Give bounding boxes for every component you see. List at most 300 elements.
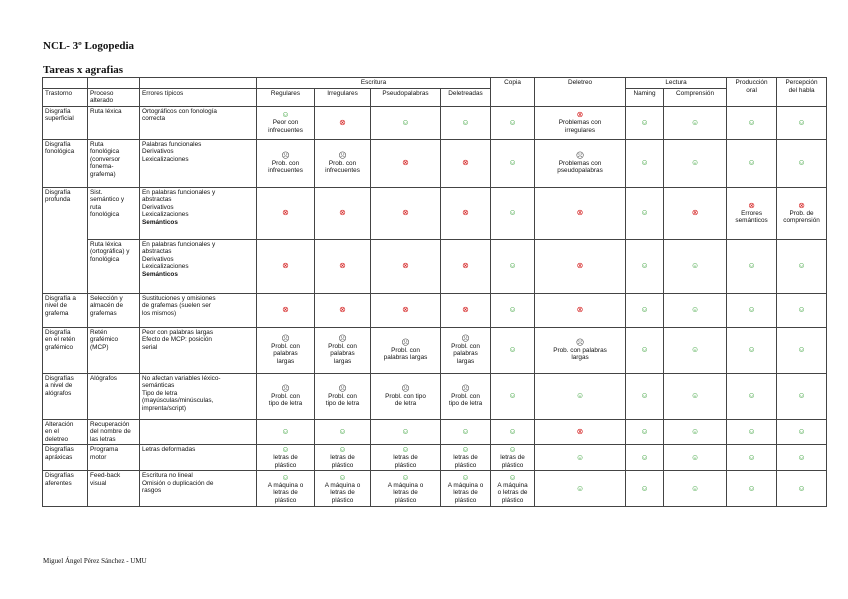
cell-errores bbox=[140, 106, 257, 139]
smile-icon: ☺ bbox=[461, 426, 470, 436]
cell-note-line: A máquina o bbox=[387, 481, 424, 489]
header-percepcion-line: Percepción bbox=[785, 79, 818, 86]
table-row bbox=[43, 373, 827, 419]
smile-icon: ☺ bbox=[690, 345, 700, 355]
cell-proceso-line: grafémico bbox=[90, 336, 119, 344]
cell-note-line: letras de bbox=[273, 489, 298, 497]
cell-proceso bbox=[88, 187, 140, 239]
cell-result bbox=[777, 327, 827, 373]
smile-icon: ☺ bbox=[747, 483, 756, 493]
smile-icon: ☺ bbox=[690, 452, 700, 462]
cell-result bbox=[315, 327, 371, 373]
cross-icon: ⊗ bbox=[576, 110, 584, 120]
cell-proceso-line: del nombre de bbox=[90, 428, 131, 436]
cell-errores-line: Ortográficos con fonología bbox=[142, 107, 217, 115]
cell-result bbox=[257, 445, 315, 471]
cell-errores-line: Lexicalizaciones bbox=[142, 263, 189, 271]
cross-icon: ⊗ bbox=[402, 158, 409, 168]
cell-result bbox=[664, 293, 727, 327]
smile-icon: ☺ bbox=[690, 261, 700, 271]
smile-icon: ☺ bbox=[747, 117, 756, 127]
cross-icon: ⊗ bbox=[462, 261, 469, 271]
cell-errores bbox=[140, 187, 257, 239]
cell-note-line: Probl. con bbox=[328, 392, 357, 400]
cell-result bbox=[727, 187, 777, 239]
cell-result bbox=[777, 373, 827, 419]
cell-note-line: A máquina bbox=[497, 481, 528, 489]
cell-proceso-line: (ortográfica) y bbox=[90, 248, 130, 256]
cell-proceso-line: Recuperación bbox=[90, 420, 130, 428]
cell-result bbox=[441, 327, 491, 373]
cell-result bbox=[535, 471, 626, 507]
cell-errores-line: de grafemas (suelen ser bbox=[142, 302, 211, 310]
header-produccion-line: Producción bbox=[735, 79, 768, 86]
header-copia: Copia bbox=[491, 78, 535, 107]
cell-errores-line: En palabras funcionales y bbox=[142, 188, 216, 196]
cell-proceso bbox=[88, 239, 140, 293]
cell-result bbox=[535, 419, 626, 445]
cell-result bbox=[441, 187, 491, 239]
cell-proceso bbox=[88, 471, 140, 507]
cell-result bbox=[257, 471, 315, 507]
cross-icon: ⊗ bbox=[402, 305, 409, 315]
cell-trastorno-line: grafémico bbox=[45, 343, 74, 351]
cell-result bbox=[777, 471, 827, 507]
cell-result bbox=[777, 139, 827, 187]
cell-result bbox=[257, 106, 315, 139]
cell-result bbox=[626, 419, 664, 445]
cell-errores-line: Tipo de letra bbox=[142, 389, 178, 397]
cell-result bbox=[257, 239, 315, 293]
cell-errores-line: Efecto de MCP: posición bbox=[142, 336, 212, 344]
header-irregulares: Irregulares bbox=[315, 88, 371, 106]
cell-trastorno-line: aferentes bbox=[45, 479, 72, 487]
table-row bbox=[43, 187, 827, 239]
cell-result bbox=[257, 419, 315, 445]
cell-note-line: letras de bbox=[500, 454, 525, 462]
smile-icon: ☺ bbox=[575, 452, 585, 462]
header-row bbox=[43, 88, 827, 106]
cell-errores-line: Peor con palabras largas bbox=[142, 328, 214, 336]
header-group-row bbox=[43, 78, 827, 89]
cell-result bbox=[315, 187, 371, 239]
cell-trastorno bbox=[43, 445, 88, 471]
cell-proceso-line: grafema) bbox=[90, 170, 116, 178]
cell-result bbox=[491, 139, 535, 187]
cell-result bbox=[441, 293, 491, 327]
cell-result bbox=[371, 106, 441, 139]
frown-icon: ☹ bbox=[461, 383, 470, 393]
cell-note-line: Problemas con bbox=[558, 159, 602, 167]
cell-note-line: letras de bbox=[453, 454, 478, 462]
cell-result bbox=[626, 187, 664, 239]
cross-icon: ⊗ bbox=[282, 261, 289, 271]
cell-result bbox=[491, 373, 535, 419]
smile-icon: ☺ bbox=[690, 117, 700, 127]
cross-icon: ⊗ bbox=[576, 261, 584, 271]
cell-errores-line: Derivativos bbox=[142, 148, 174, 156]
cell-note-line: largas bbox=[333, 357, 352, 365]
cross-icon: ⊗ bbox=[282, 305, 289, 315]
cell-note-line: plástico bbox=[331, 496, 354, 504]
table-row bbox=[43, 293, 827, 327]
cell-result bbox=[664, 471, 727, 507]
cell-trastorno bbox=[43, 187, 88, 293]
cell-trastorno-line: Disgrafía bbox=[45, 140, 71, 148]
cell-proceso-line: fonológica bbox=[90, 255, 120, 263]
cell-result bbox=[441, 419, 491, 445]
cell-note-line: plástico bbox=[274, 461, 297, 469]
cell-result bbox=[315, 139, 371, 187]
cell-result bbox=[777, 239, 827, 293]
cell-proceso-line: fonológica bbox=[90, 211, 120, 219]
table-row bbox=[43, 239, 827, 293]
cell-note-line: Probl. con bbox=[451, 342, 480, 350]
cell-errores-line: Derivativos bbox=[142, 203, 174, 211]
cell-trastorno bbox=[43, 293, 88, 327]
cell-trastorno bbox=[43, 327, 88, 373]
cell-note-line: Probl. con tipo bbox=[385, 392, 426, 400]
smile-icon: ☺ bbox=[797, 117, 806, 127]
cell-note-line: largas bbox=[456, 357, 475, 365]
cell-result bbox=[664, 139, 727, 187]
cell-result bbox=[371, 327, 441, 373]
header-regulares: Regulares bbox=[257, 88, 315, 106]
cell-proceso-line: (MCP) bbox=[90, 343, 109, 351]
cell-errores bbox=[140, 239, 257, 293]
cell-proceso-line: Ruta bbox=[90, 140, 104, 148]
cell-trastorno bbox=[43, 139, 88, 187]
cell-result bbox=[626, 106, 664, 139]
cell-result bbox=[371, 139, 441, 187]
cell-result bbox=[371, 445, 441, 471]
cell-trastorno-line: alógrafos bbox=[45, 389, 72, 397]
cross-icon: ⊗ bbox=[339, 261, 346, 271]
cell-note-line: infrecuentes bbox=[268, 167, 303, 175]
smile-icon: ☺ bbox=[747, 261, 756, 271]
cell-result bbox=[257, 327, 315, 373]
cell-result bbox=[727, 327, 777, 373]
cell-result bbox=[727, 139, 777, 187]
cell-result bbox=[315, 445, 371, 471]
cell-trastorno-line: fonológica bbox=[45, 148, 75, 156]
cell-proceso bbox=[88, 327, 140, 373]
cell-note-line: A máquina o bbox=[447, 481, 484, 489]
cell-result bbox=[535, 293, 626, 327]
smile-icon: ☺ bbox=[281, 110, 290, 120]
smile-icon: ☺ bbox=[797, 483, 806, 493]
cell-note-line: palabras bbox=[273, 350, 298, 358]
cell-note-line: palabras bbox=[453, 350, 478, 358]
cell-note-line: Probl. con bbox=[271, 392, 300, 400]
smile-icon: ☺ bbox=[401, 117, 410, 127]
cell-note-line: o letras de bbox=[497, 489, 528, 497]
cell-errores-line: (mayúsculas/minúsculas, bbox=[142, 397, 214, 405]
cell-result bbox=[491, 445, 535, 471]
smile-icon: ☺ bbox=[508, 261, 517, 271]
cell-result bbox=[626, 139, 664, 187]
cell-errores-line: Escritura no lineal bbox=[142, 472, 193, 480]
cell-errores-line: Lexicalizaciones bbox=[142, 211, 189, 219]
cell-note-line: letras de bbox=[393, 454, 418, 462]
smile-icon: ☺ bbox=[747, 345, 756, 355]
header-blank bbox=[140, 78, 257, 89]
table-row bbox=[43, 139, 827, 187]
cross-icon: ⊗ bbox=[462, 305, 469, 315]
cell-note-line: A máquina o bbox=[324, 481, 361, 489]
cell-trastorno-line: deletreo bbox=[45, 435, 69, 443]
cell-proceso-line: visual bbox=[90, 479, 107, 487]
smile-icon: ☺ bbox=[690, 426, 700, 436]
cell-proceso-line: Sist. bbox=[90, 188, 103, 196]
cell-errores bbox=[140, 373, 257, 419]
cell-errores bbox=[140, 293, 257, 327]
cell-errores-line: Omisión o duplicación de bbox=[142, 479, 214, 487]
smile-icon: ☺ bbox=[747, 305, 756, 315]
cell-result bbox=[664, 373, 727, 419]
smile-icon: ☺ bbox=[575, 483, 585, 493]
header-proceso-line: Proceso bbox=[90, 89, 114, 97]
frown-icon: ☹ bbox=[461, 333, 470, 343]
cell-note-line: letras de bbox=[330, 489, 355, 497]
cell-trastorno-line: en el bbox=[45, 428, 59, 436]
header-proceso-line: alterado bbox=[90, 97, 114, 105]
cross-icon: ⊗ bbox=[576, 426, 584, 436]
frown-icon: ☹ bbox=[575, 150, 585, 160]
cross-icon: ⊗ bbox=[798, 200, 805, 210]
cell-errores-line: correcta bbox=[142, 115, 166, 123]
table-row bbox=[43, 445, 827, 471]
cell-result bbox=[535, 373, 626, 419]
cell-note-line: Prob. de bbox=[789, 209, 814, 217]
cell-result bbox=[535, 139, 626, 187]
cell-proceso-line: (conversor bbox=[90, 155, 121, 163]
smile-icon: ☺ bbox=[797, 305, 806, 315]
cell-result bbox=[664, 327, 727, 373]
cell-proceso-line: fonema- bbox=[90, 163, 114, 171]
frown-icon: ☹ bbox=[338, 383, 347, 393]
cell-note-line: Probl. con bbox=[271, 342, 300, 350]
cell-errores-line: rasgos bbox=[142, 487, 162, 495]
cell-errores-line: Derivativos bbox=[142, 255, 174, 263]
cell-trastorno-line: Disgrafía bbox=[45, 328, 71, 336]
smile-icon: ☺ bbox=[690, 158, 700, 168]
cell-errores bbox=[140, 327, 257, 373]
cell-errores-bold: Semánticos bbox=[142, 270, 178, 278]
cell-proceso-line: ruta bbox=[90, 203, 102, 211]
cell-result bbox=[491, 187, 535, 239]
header-lectura: Lectura bbox=[626, 78, 727, 89]
cell-note-line: Probl. con bbox=[391, 346, 420, 354]
frown-icon: ☹ bbox=[575, 337, 585, 347]
cross-icon: ⊗ bbox=[576, 305, 584, 315]
smile-icon: ☺ bbox=[690, 305, 700, 315]
cell-note-line: Peor con bbox=[272, 119, 299, 127]
cell-result bbox=[626, 445, 664, 471]
cell-result bbox=[626, 239, 664, 293]
cell-trastorno bbox=[43, 471, 88, 507]
cell-proceso-line: Retén bbox=[90, 328, 108, 336]
cross-icon: ⊗ bbox=[402, 261, 409, 271]
smile-icon: ☺ bbox=[281, 472, 290, 482]
smile-icon: ☺ bbox=[338, 426, 347, 436]
cell-note-line: plástico bbox=[454, 496, 477, 504]
header-errores: Errores típicos bbox=[140, 88, 257, 106]
smile-icon: ☺ bbox=[747, 426, 756, 436]
smile-icon: ☺ bbox=[640, 345, 649, 355]
cell-errores-line: Sustituciones y omisiones bbox=[142, 294, 216, 302]
cell-trastorno-line: Disgrafía bbox=[45, 188, 71, 196]
cell-result bbox=[257, 293, 315, 327]
cell-note-line: palabras bbox=[330, 350, 355, 358]
cell-result bbox=[257, 373, 315, 419]
smile-icon: ☺ bbox=[640, 117, 649, 127]
cross-icon: ⊗ bbox=[282, 208, 289, 218]
cell-trastorno-line: grafema bbox=[45, 309, 69, 317]
cell-proceso bbox=[88, 139, 140, 187]
cell-result bbox=[664, 239, 727, 293]
cell-note-line: Problemas con bbox=[558, 119, 602, 127]
frown-icon: ☹ bbox=[281, 150, 290, 160]
smile-icon: ☺ bbox=[747, 452, 756, 462]
cell-result bbox=[727, 106, 777, 139]
cell-result bbox=[441, 239, 491, 293]
cell-result bbox=[777, 445, 827, 471]
cell-result bbox=[491, 327, 535, 373]
cell-result bbox=[777, 187, 827, 239]
cell-trastorno-line: Disgrafía bbox=[45, 107, 71, 115]
smile-icon: ☺ bbox=[461, 445, 470, 455]
cell-proceso bbox=[88, 445, 140, 471]
cell-errores-line: serial bbox=[142, 343, 158, 351]
cell-note-line: plástico bbox=[501, 496, 524, 504]
cell-result bbox=[315, 239, 371, 293]
smile-icon: ☺ bbox=[508, 208, 517, 218]
cell-trastorno-line: superficial bbox=[45, 115, 74, 123]
cell-note-line: de letra bbox=[394, 400, 417, 408]
cell-note-line: letras de bbox=[330, 454, 355, 462]
cell-errores-line: Palabras funcionales bbox=[142, 140, 202, 148]
smile-icon: ☺ bbox=[401, 472, 410, 482]
cell-result bbox=[491, 106, 535, 139]
page-title: NCL- 3º Logopedia bbox=[43, 40, 135, 52]
cell-result bbox=[315, 293, 371, 327]
cell-note-line: pseudopalabras bbox=[557, 167, 603, 175]
cell-proceso-line: grafemas bbox=[90, 309, 117, 317]
cell-note-line: Prob. con palabras bbox=[553, 346, 607, 354]
cell-trastorno bbox=[43, 373, 88, 419]
cell-trastorno bbox=[43, 419, 88, 445]
smile-icon: ☺ bbox=[338, 472, 347, 482]
table-row bbox=[43, 327, 827, 373]
smile-icon: ☺ bbox=[747, 391, 756, 401]
cell-note-line: A máquina o bbox=[267, 481, 304, 489]
cell-errores bbox=[140, 471, 257, 507]
cell-result bbox=[441, 445, 491, 471]
cross-icon: ⊗ bbox=[748, 200, 755, 210]
cell-proceso bbox=[88, 373, 140, 419]
cell-note-line: largas bbox=[571, 354, 589, 362]
frown-icon: ☹ bbox=[401, 383, 410, 393]
header-produccion-line: oral bbox=[746, 86, 757, 94]
table-row bbox=[43, 106, 827, 139]
cell-result bbox=[727, 293, 777, 327]
cell-result bbox=[535, 106, 626, 139]
page-subtitle: Tareas x agrafias bbox=[43, 64, 124, 76]
smile-icon: ☺ bbox=[797, 426, 806, 436]
header-trastorno: Trastorno bbox=[43, 88, 88, 106]
cell-errores-line: los mismos) bbox=[142, 309, 177, 317]
cell-errores-line: abstractas bbox=[142, 196, 172, 204]
cell-note-line: Probl. con bbox=[328, 342, 357, 350]
cell-trastorno-line: Alteración bbox=[45, 420, 74, 428]
frown-icon: ☹ bbox=[401, 337, 410, 347]
cell-result bbox=[315, 419, 371, 445]
header-comprension: Comprensión bbox=[664, 88, 727, 106]
smile-icon: ☺ bbox=[747, 158, 756, 168]
smile-icon: ☺ bbox=[797, 261, 806, 271]
cell-result bbox=[664, 419, 727, 445]
cell-result bbox=[371, 239, 441, 293]
header-blank bbox=[88, 78, 140, 89]
smile-icon: ☺ bbox=[508, 426, 517, 436]
cell-result bbox=[626, 373, 664, 419]
cell-proceso-line: Selección y bbox=[90, 294, 123, 302]
cell-note-line: palabras largas bbox=[383, 354, 428, 362]
cell-result bbox=[777, 106, 827, 139]
cell-proceso-line: Alógrafos bbox=[90, 374, 117, 382]
header-deletreadas: Deletreadas bbox=[441, 88, 491, 106]
cell-note-line: comprensión bbox=[783, 217, 820, 225]
cell-note-line: letras de bbox=[393, 489, 418, 497]
smile-icon: ☺ bbox=[640, 452, 649, 462]
smile-icon: ☺ bbox=[338, 445, 347, 455]
cell-result bbox=[441, 471, 491, 507]
smile-icon: ☺ bbox=[281, 445, 290, 455]
cell-proceso bbox=[88, 293, 140, 327]
cell-result bbox=[441, 373, 491, 419]
table-body bbox=[43, 106, 827, 507]
header-deletreo: Deletreo bbox=[535, 78, 626, 107]
smile-icon: ☺ bbox=[797, 345, 806, 355]
frown-icon: ☹ bbox=[281, 333, 290, 343]
cell-result bbox=[664, 445, 727, 471]
cell-result bbox=[315, 471, 371, 507]
smile-icon: ☺ bbox=[508, 391, 517, 401]
smile-icon: ☺ bbox=[575, 391, 585, 401]
cell-result bbox=[491, 419, 535, 445]
cell-result bbox=[626, 293, 664, 327]
cell-result bbox=[777, 293, 827, 327]
cell-result bbox=[441, 106, 491, 139]
frown-icon: ☹ bbox=[338, 150, 347, 160]
smile-icon: ☺ bbox=[508, 158, 517, 168]
cell-trastorno bbox=[43, 106, 88, 139]
cell-errores-line: No afectan variables léxico- bbox=[142, 374, 221, 382]
cell-proceso-line: motor bbox=[90, 453, 107, 461]
cell-note-line: plástico bbox=[394, 496, 417, 504]
smile-icon: ☺ bbox=[797, 452, 806, 462]
cell-proceso-line: fonológica bbox=[90, 148, 120, 156]
cell-trastorno-line: profunda bbox=[45, 196, 71, 204]
header-naming: Naming bbox=[626, 88, 664, 106]
cell-result bbox=[727, 239, 777, 293]
frown-icon: ☹ bbox=[281, 383, 290, 393]
cell-errores bbox=[140, 419, 257, 445]
cell-proceso-line: Ruta léxica bbox=[90, 240, 122, 248]
cell-result bbox=[371, 187, 441, 239]
cell-proceso-line: semántico y bbox=[90, 196, 125, 204]
